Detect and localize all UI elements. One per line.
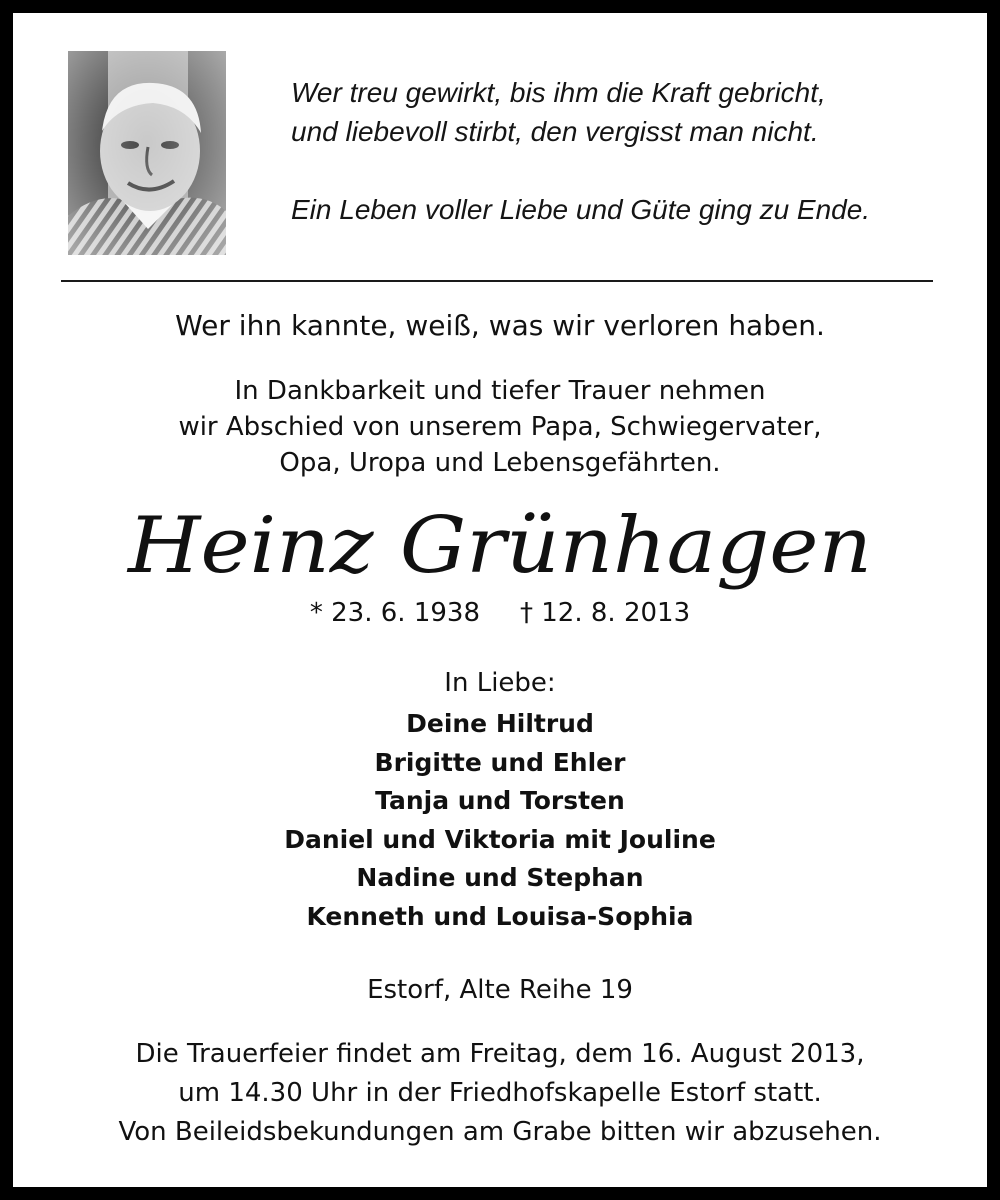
intro-line-3: Opa, Uropa und Lebensgefährten. bbox=[279, 448, 721, 478]
deceased-name bbox=[13, 498, 987, 594]
obituary-card bbox=[13, 13, 987, 1187]
intro-line-2: wir Abschied von unserem Papa, Schwiegervater, bbox=[178, 412, 822, 442]
verse-line-1: Wer treu gewirkt, bis ihm die Kraft gebricht, bbox=[291, 77, 826, 108]
lost-line: Wer ihn kannte, weiß, was wir verloren haben. bbox=[175, 309, 825, 342]
intro-line-1: In Dankbarkeit und tiefer Trauer nehmen bbox=[234, 376, 766, 406]
in-love-label: In Liebe: bbox=[444, 668, 556, 698]
intro-text bbox=[13, 373, 987, 481]
verse-line-3: Ein Leben voller Liebe und Güte ging zu Ende. bbox=[291, 194, 871, 225]
death-date: † 12. 8. 2013 bbox=[520, 598, 691, 628]
family-member: Daniel und Viktoria mit Jouline bbox=[284, 824, 716, 854]
memorial-verse bbox=[291, 73, 971, 229]
family-member: Deine Hiltrud bbox=[406, 709, 594, 738]
family-member: Tanja und Torsten bbox=[375, 786, 625, 815]
family-member: Brigitte und Ehler bbox=[374, 747, 626, 777]
verse-spacer bbox=[291, 151, 971, 190]
family-member: Kenneth und Louisa-Sophia bbox=[306, 901, 694, 931]
notice-line-3: Von Beileidsbekundungen am Grabe bitten wir abzusehen. bbox=[118, 1117, 882, 1147]
funeral-notice bbox=[13, 1035, 987, 1152]
divider-rule bbox=[61, 280, 933, 282]
portrait-photo bbox=[68, 51, 226, 255]
notice-line-1: Die Trauerfeier findet am Freitag, dem 16. August 2013, bbox=[135, 1039, 865, 1069]
notice-line-2: um 14.30 Uhr in der Friedhofskapelle Estorf statt. bbox=[178, 1078, 822, 1108]
address: Estorf, Alte Reihe 19 bbox=[367, 975, 633, 1005]
life-dates bbox=[13, 598, 987, 628]
birth-date: * 23. 6. 1938 bbox=[309, 598, 480, 628]
verse-line-2: und liebevoll stirbt, den vergisst man nicht. bbox=[291, 116, 819, 147]
family-list bbox=[13, 705, 987, 936]
deceased-name-text: Heinz Grünhagen bbox=[125, 501, 872, 591]
family-member: Nadine und Stephan bbox=[356, 863, 644, 892]
